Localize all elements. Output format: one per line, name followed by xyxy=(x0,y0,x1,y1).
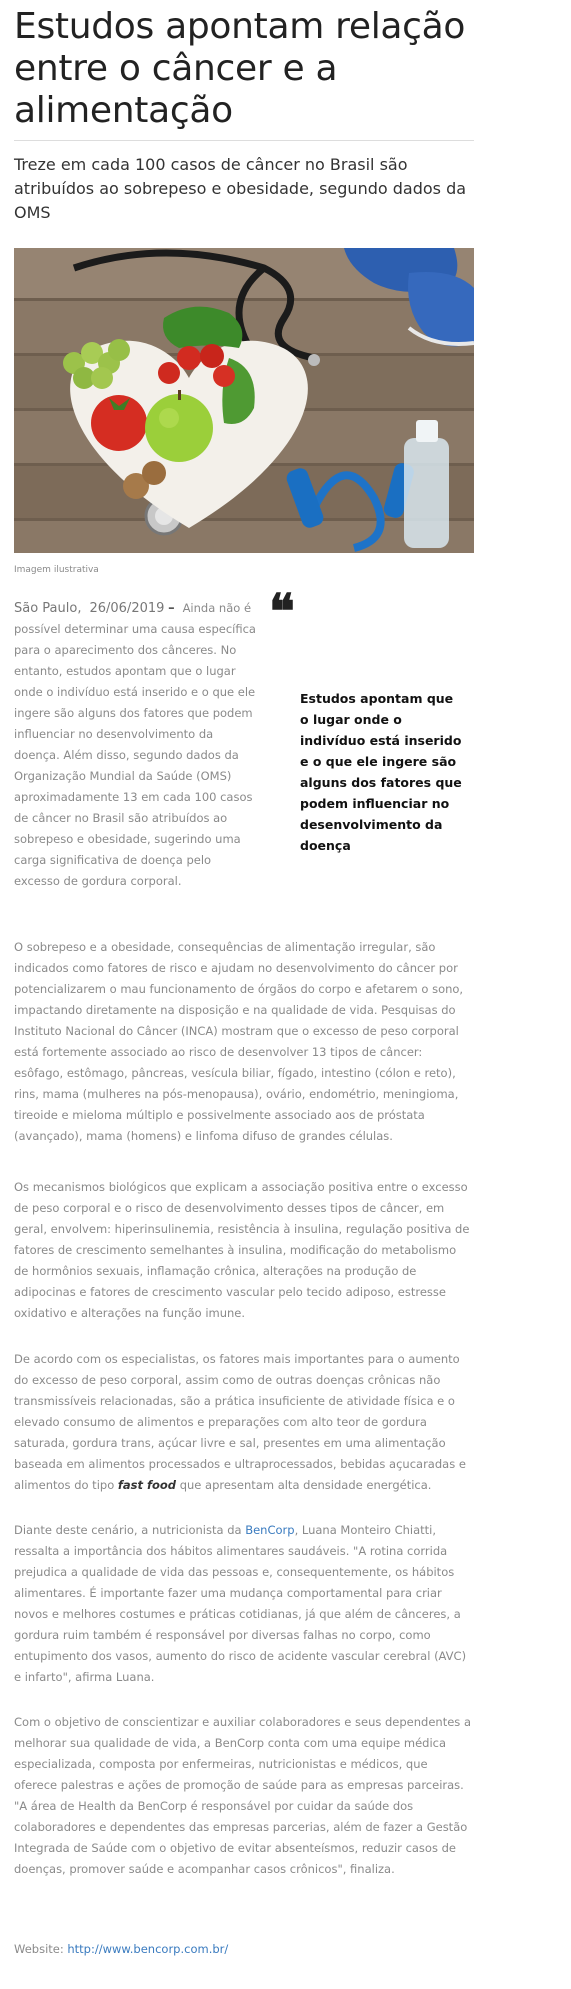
website-link[interactable]: http://www.bencorp.com.br/ xyxy=(67,1942,229,1956)
bencorp-link[interactable]: BenCorp xyxy=(245,1523,295,1537)
paragraph-3: Os mecanismos biológicos que explicam a associação positiva entre o excesso de peso corporal e o risco de desenvolvimento desses tipos de câncer, em geral, envolvem: hiperinsulinemia, resistência à insulina, regulação positiva de fatores de crescimento semelhantes à insulina, modificação do metabolismo de hormônios sexuais, inflamação crônica, alterações na produção de adipocinas e fatores de crescimento vascular pelo tecido adiposo, estresse oxidativo e alterações na função imune. xyxy=(14,1180,470,1320)
article-subtitle: Treze em cada 100 casos de câncer no Brasil são atribuídos ao sobrepeso e obesidade, segundo dados da OMS xyxy=(14,155,467,222)
paragraph-4-text: De acordo com os especialistas, os fatores mais importantes para o aumento do excesso de peso corporal, assim como de outras doenças crônicas não transmissíveis relacionadas, são a prática insuficiente de atividade física e o elevado consumo de alimentos e preparações com alto teor de gordura saturada, gordura trans, açúcar livre e sal, presentes em uma alimentação baseada em alimentos processados e ultraprocessados, bebidas açucaradas e alimentos do tipo xyxy=(14,1352,466,1492)
hero-image xyxy=(14,248,474,553)
paragraph-4-text-end: que apresentam alta densidade energética. xyxy=(179,1478,432,1492)
website-label: Website: xyxy=(14,1942,64,1956)
hero-illustration xyxy=(14,248,474,553)
fast-food-emphasis: fast food xyxy=(117,1478,177,1492)
lead-text: Ainda não é possível determinar uma causa específica para o aparecimento dos cânceres. No entanto, estudos apontam que o lugar onde o indivíduo está inserido e o que ele ingere são alguns dos fatores que podem influenciar no desenvolvimento da doença. Além disso, segundo dados da Organização Mundial da Saúde (OMS) aproximadamente 13 em cada 100 casos de câncer no Brasil são atribuídos ao sobrepeso e obesidade, sugerindo uma carga significativa de doença pelo excesso de gordura corporal. xyxy=(14,601,256,888)
title-divider xyxy=(14,140,474,141)
paragraph-5-text-end: , Luana Monteiro Chiatti, ressalta a importância dos hábitos alimentares saudáveis. "A rotina corrida prejudica a qualidade de vida das pessoas e, consequentemente, os hábitos alimentares. É importante fazer uma mudança comportamental para criar novos e melhores costumes e práticas cotidianas, já que além de cânceres, a gordura ruim também é responsável por diversas falhas no corpo, como entupimento dos vasos, aumento do risco de acidente vascular cerebral (AVC) e infarto", afirma Luana. xyxy=(14,1523,467,1684)
image-caption: Imagem ilustrativa xyxy=(14,565,99,575)
quote-icon: ❝ xyxy=(269,584,295,640)
website-line xyxy=(14,1942,228,1956)
location-label: São Paulo, xyxy=(14,601,82,616)
dateline-dash: – xyxy=(168,601,175,616)
paragraph-6: Com o objetivo de conscientizar e auxiliar colaboradores e seus dependentes a melhorar sua qualidade de vida, a BenCorp conta com uma equipe médica especializada, composta por enfermeiras, nutricionistas e médicos, que oferece palestras e ações de promoção de saúde para as empresas parceiras. "A área de Health da BenCorp é responsável por cuidar da saúde dos colaboradores e dependentes das empresas parcerias, além de fazer a Gestão Integrada de Saúde com o objetivo de evitar absenteísmos, reduzir casos de doenças, promover saúde e acompanhar casos crônicos", finaliza. xyxy=(14,1715,471,1876)
paragraph-5-text: Diante deste cenário, a nutricionista da xyxy=(14,1523,242,1537)
date-label: 26/06/2019 xyxy=(89,601,165,616)
article-title: Estudos apontam relação entre o câncer e a alimentação xyxy=(14,6,466,131)
paragraph-5 xyxy=(14,1520,474,1688)
paragraph-2: O sobrepeso e a obesidade, consequências de alimentação irregular, são indicados como fatores de risco e ajudam no desenvolvimento do câncer por potencializarem o mau funcionamento de órgãos do corpo e afetarem o sono, impactando diretamente na disposição e na qualidade de vida. Pesquisas do Instituto Nacional do Câncer (INCA) mostram que o excesso de peso corporal está fortemente associado ao risco de desenvolver 13 tipos de câncer: esôfago, estômago, pâncreas, vesícula biliar, fígado, intestino (cólon e reto), rins, mama (mulheres na pós-menopausa), ovário, endométrio, meningioma, tireoide e mieloma múltiplo e possivelmente associado aos de próstata (avançado), mama (homens) e linfoma difuso de grandes células. xyxy=(14,940,464,1143)
paragraph-4 xyxy=(14,1349,474,1496)
lead-paragraph xyxy=(14,598,259,892)
pull-quote: Estudos apontam que o lugar onde o indivíduo está inserido e o que ele ingere são alguns dos fatores que podem influenciar no desenvolvimento da doença xyxy=(300,691,462,853)
